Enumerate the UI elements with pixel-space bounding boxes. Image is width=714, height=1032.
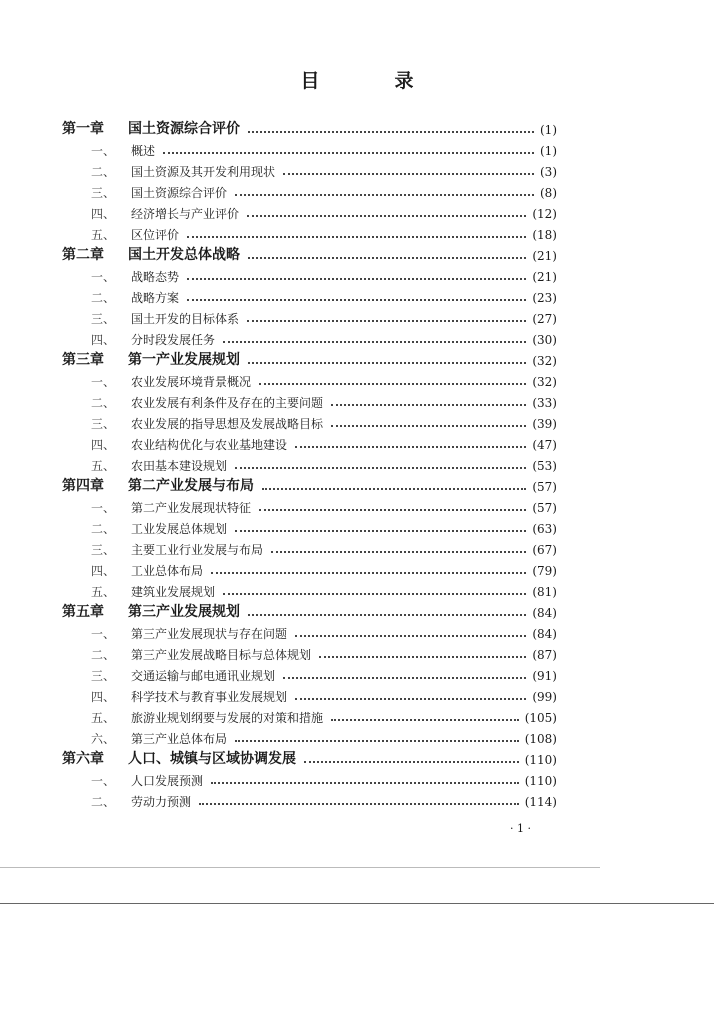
entry-number: 第三章 [62,352,104,368]
dot-leader [331,425,526,427]
toc-section-entry [0,223,557,243]
entry-title: 战略方案 [131,291,180,305]
entry-page: (47) [532,438,557,452]
entry-page: (81) [532,585,557,599]
entry-title: 农业发展环境背景概况 [131,375,252,389]
entry-number: 一、 [91,270,116,284]
entry-page: (57) [532,480,557,494]
entry-title: 劳动力预测 [131,795,192,809]
toc-chapter-entry [0,748,557,768]
entry-title: 国土开发总体战略 [128,247,240,263]
toc-section-entry [0,643,557,663]
entry-title: 旅游业规划纲要与发展的对策和措施 [131,711,324,725]
toc-section-entry [0,664,557,684]
toc-chapter-entry [0,118,557,138]
dot-leader [295,698,526,700]
dot-leader [163,152,534,154]
entry-page: (32) [532,354,557,368]
toc-section-entry [0,727,557,747]
toc-section-entry [0,559,557,579]
entry-title: 区位评价 [131,228,180,242]
entry-number: 二、 [91,795,116,809]
dot-leader [223,341,526,343]
entry-number: 二、 [91,165,116,179]
entry-page: (33) [532,396,557,410]
entry-page: (87) [532,648,557,662]
entry-number: 第一章 [62,121,104,137]
entry-number: 第六章 [62,751,104,767]
entry-number: 一、 [91,375,116,389]
entry-page: (99) [532,690,557,704]
toc-section-entry [0,370,557,390]
dot-leader [235,467,526,469]
dot-leader [211,572,526,574]
entry-number: 第二章 [62,247,104,263]
entry-page: (12) [532,207,557,221]
entry-page: (84) [532,606,557,620]
dot-leader [199,803,519,805]
entry-page: (67) [532,543,557,557]
dot-leader [259,383,526,385]
entry-number: 一、 [91,144,116,158]
entry-page: (8) [540,186,557,200]
entry-title: 工业发展总体规划 [131,522,228,536]
toc-section-entry [0,454,557,474]
entry-number: 一、 [91,501,116,515]
toc-section-entry [0,790,557,810]
entry-page: (114) [524,795,557,809]
entry-page: (1) [540,144,557,158]
entry-page: (39) [532,417,557,431]
entry-page: (21) [532,270,557,284]
entry-title: 农业发展有利条件及存在的主要问题 [131,396,324,410]
entry-number: 五、 [91,711,116,725]
page-number: · 1 · [510,822,531,835]
entry-title: 经济增长与产业评价 [131,207,240,221]
toc-section-entry [0,139,557,159]
dot-leader [295,635,526,637]
entry-title: 人口发展预测 [131,774,204,788]
toc-section-entry [0,433,557,453]
dot-leader [247,215,526,217]
entry-number: 第五章 [62,604,104,620]
entry-number: 二、 [91,291,116,305]
entry-number: 二、 [91,648,116,662]
entry-number: 五、 [91,459,116,473]
toc-section-entry [0,286,557,306]
dot-leader [211,782,519,784]
dot-leader [283,677,526,679]
dot-leader [223,593,526,595]
toc-chapter-entry [0,475,557,495]
toc-chapter-entry [0,601,557,621]
entry-title: 国土资源综合评价 [131,186,228,200]
entry-page: (53) [532,459,557,473]
entry-number: 第四章 [62,478,104,494]
toc-section-entry [0,517,557,537]
entry-title: 第三产业总体布局 [131,732,228,746]
entry-number: 三、 [91,312,116,326]
toc-section-entry [0,202,557,222]
entry-page: (110) [524,753,557,767]
entry-page: (110) [524,774,557,788]
toc-section-entry [0,580,557,600]
entry-number: 一、 [91,774,116,788]
toc-chapter-entry [0,349,557,369]
dot-leader [319,656,526,658]
toc-section-entry [0,307,557,327]
entry-number: 三、 [91,543,116,557]
entry-number: 四、 [91,207,116,221]
entry-page: (21) [532,249,557,263]
entry-title: 工业总体布局 [131,564,204,578]
entry-page: (27) [532,312,557,326]
entry-title: 交通运输与邮电通讯业规划 [131,669,276,683]
entry-title: 第一产业发展规划 [128,352,240,368]
toc-section-entry [0,769,557,789]
entry-page: (3) [540,165,557,179]
entry-page: (18) [532,228,557,242]
dot-leader [235,740,519,742]
entry-number: 三、 [91,186,116,200]
entry-number: 二、 [91,522,116,536]
dot-leader [187,299,526,301]
entry-number: 四、 [91,333,116,347]
toc-section-entry [0,538,557,558]
entry-number: 一、 [91,627,116,641]
toc-section-entry [0,265,557,285]
entry-title: 农田基本建设规划 [131,459,228,473]
entry-number: 五、 [91,228,116,242]
entry-title: 人口、城镇与区域协调发展 [128,751,296,767]
entry-number: 五、 [91,585,116,599]
dot-leader [295,446,526,448]
toc-section-entry [0,160,557,180]
entry-title: 农业发展的指导思想及发展战略目标 [131,417,324,431]
entry-title: 分时段发展任务 [131,333,216,347]
dot-leader [235,530,526,532]
entry-title: 建筑业发展规划 [131,585,216,599]
divider [0,903,714,904]
dot-leader [304,761,519,763]
toc-section-entry [0,412,557,432]
divider [0,867,600,868]
entry-number: 二、 [91,396,116,410]
entry-number: 四、 [91,438,116,452]
entry-page: (23) [532,291,557,305]
entry-page: (30) [532,333,557,347]
entry-title: 国土资源综合评价 [128,121,240,137]
entry-title: 国土开发的目标体系 [131,312,240,326]
entry-title: 第三产业发展规划 [128,604,240,620]
entry-page: (91) [532,669,557,683]
entry-title: 主要工业行业发展与布局 [131,543,264,557]
entry-number: 四、 [91,690,116,704]
page-title: 目 录 [300,70,442,92]
entry-number: 三、 [91,417,116,431]
entry-title: 第三产业发展战略目标与总体规划 [131,648,312,662]
entry-number: 六、 [91,732,116,746]
dot-leader [331,719,519,721]
toc-section-entry [0,622,557,642]
dot-leader [248,362,526,364]
toc-section-entry [0,328,557,348]
dot-leader [235,194,534,196]
toc-chapter-entry [0,244,557,264]
entry-page: (63) [532,522,557,536]
toc-section-entry [0,685,557,705]
dot-leader [247,320,526,322]
entry-number: 四、 [91,564,116,578]
entry-page: (1) [540,123,557,137]
entry-title: 科学技术与教育事业发展规划 [131,690,288,704]
entry-page: (32) [532,375,557,389]
entry-number: 三、 [91,669,116,683]
entry-title: 农业结构优化与农业基地建设 [131,438,288,452]
dot-leader [187,236,526,238]
entry-title: 概述 [131,144,156,158]
dot-leader [331,404,526,406]
toc-section-entry [0,706,557,726]
dot-leader [248,614,526,616]
entry-title: 第三产业发展现状与存在问题 [131,627,288,641]
toc-section-entry [0,181,557,201]
dot-leader [259,509,526,511]
dot-leader [248,257,526,259]
entry-title: 第二产业发展与布局 [128,478,254,494]
dot-leader [283,173,534,175]
dot-leader [187,278,526,280]
entry-page: (108) [524,732,557,746]
entry-page: (84) [532,627,557,641]
dot-leader [262,488,526,490]
entry-page: (57) [532,501,557,515]
entry-page: (79) [532,564,557,578]
dot-leader [248,131,534,133]
dot-leader [271,551,526,553]
toc-section-entry [0,496,557,516]
entry-title: 第二产业发展现状特征 [131,501,252,515]
toc-section-entry [0,391,557,411]
entry-page: (105) [524,711,557,725]
entry-title: 国土资源及其开发利用现状 [131,165,276,179]
entry-title: 战略态势 [131,270,180,284]
